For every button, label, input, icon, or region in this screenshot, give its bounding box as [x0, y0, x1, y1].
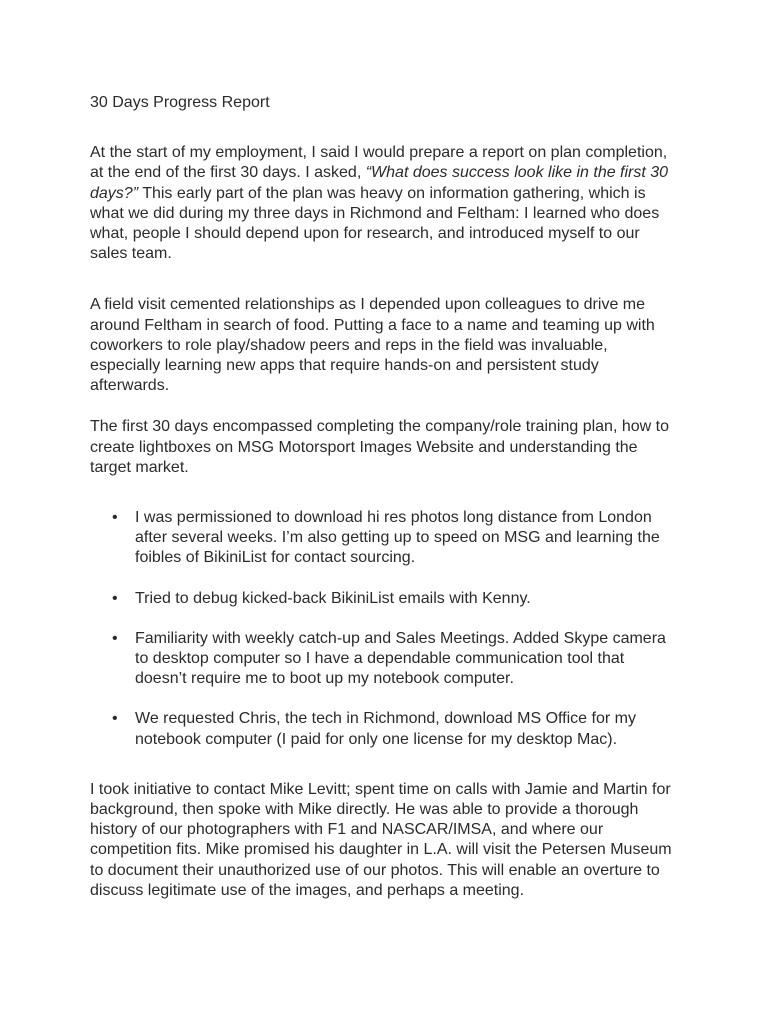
bullet-icon: •: [112, 509, 118, 527]
intro-text-continued: This early part of the plan was heavy on information gathering, which is what we did during my three days in Richmond and Feltham: I learned who does what, people I should depend upon for research, and introduced myself to our sales team.: [90, 184, 660, 263]
mike-levitt-paragraph: I took initiative to contact Mike Levitt; spent time on calls with Jamie and Martin for background, then spoke with Mike directly. He was able to provide a thorough history of our photographers with F1 and NASCAR/IMSA, and where our competition fits. Mike promised his daughter in L.A. will visit the Petersen Museum to document their unauthorized use of our photos. This will enable an overture to discuss legitimate use of the images, and perhaps a meeting.: [90, 780, 672, 899]
success-question-quote: “What does success look like in the first 30 days?”: [90, 164, 669, 202]
intro-paragraph: [90, 143, 680, 264]
list-item-text: Familiarity with weekly catch-up and Sales Meetings. Added Skype camera to desktop computer so I have a dependable communication tool that doesn’t require me to boot up my notebook computer.: [135, 629, 666, 688]
progress-bullet-list: [90, 508, 680, 750]
list-item-text: Tried to debug kicked-back BikiniList emails with Kenny.: [135, 589, 531, 607]
bullet-icon: •: [112, 589, 118, 607]
field-visit-paragraph: A field visit cemented relationships as I depended upon colleagues to drive me around Feltham in search of food. Putting a face to a name and teaming up with coworkers to role play/shadow peers and reps in the field was invaluable, especially learning new apps that require hands-on and persistent study afterwards.: [90, 296, 655, 395]
list-item-text: We requested Chris, the tech in Richmond, download MS Office for my notebook computer (I paid for only one license for my desktop Mac).: [135, 710, 636, 748]
training-paragraph: The first 30 days encompassed completing the company/role training plan, how to create lightboxes on MSG Motorsport Images Website and understanding the target market.: [90, 418, 669, 476]
list-item: [90, 508, 680, 569]
list-item: [90, 629, 680, 690]
document-page: [90, 93, 680, 901]
bullet-icon: •: [112, 629, 118, 647]
bullet-icon: •: [112, 710, 118, 728]
intro-text: At the start of my employment, I said I would prepare a report on plan completion, at the end of the first 30 days. I asked,: [90, 144, 668, 182]
list-item: [90, 589, 680, 609]
document-title: 30 Days Progress Report: [90, 94, 270, 111]
list-item-text: I was permissioned to download hi res photos long distance from London after several weeks. I’m also getting up to speed on MSG and learning the foibles of BikiniList for contact sourcing.: [135, 509, 660, 567]
list-item: [90, 709, 680, 749]
